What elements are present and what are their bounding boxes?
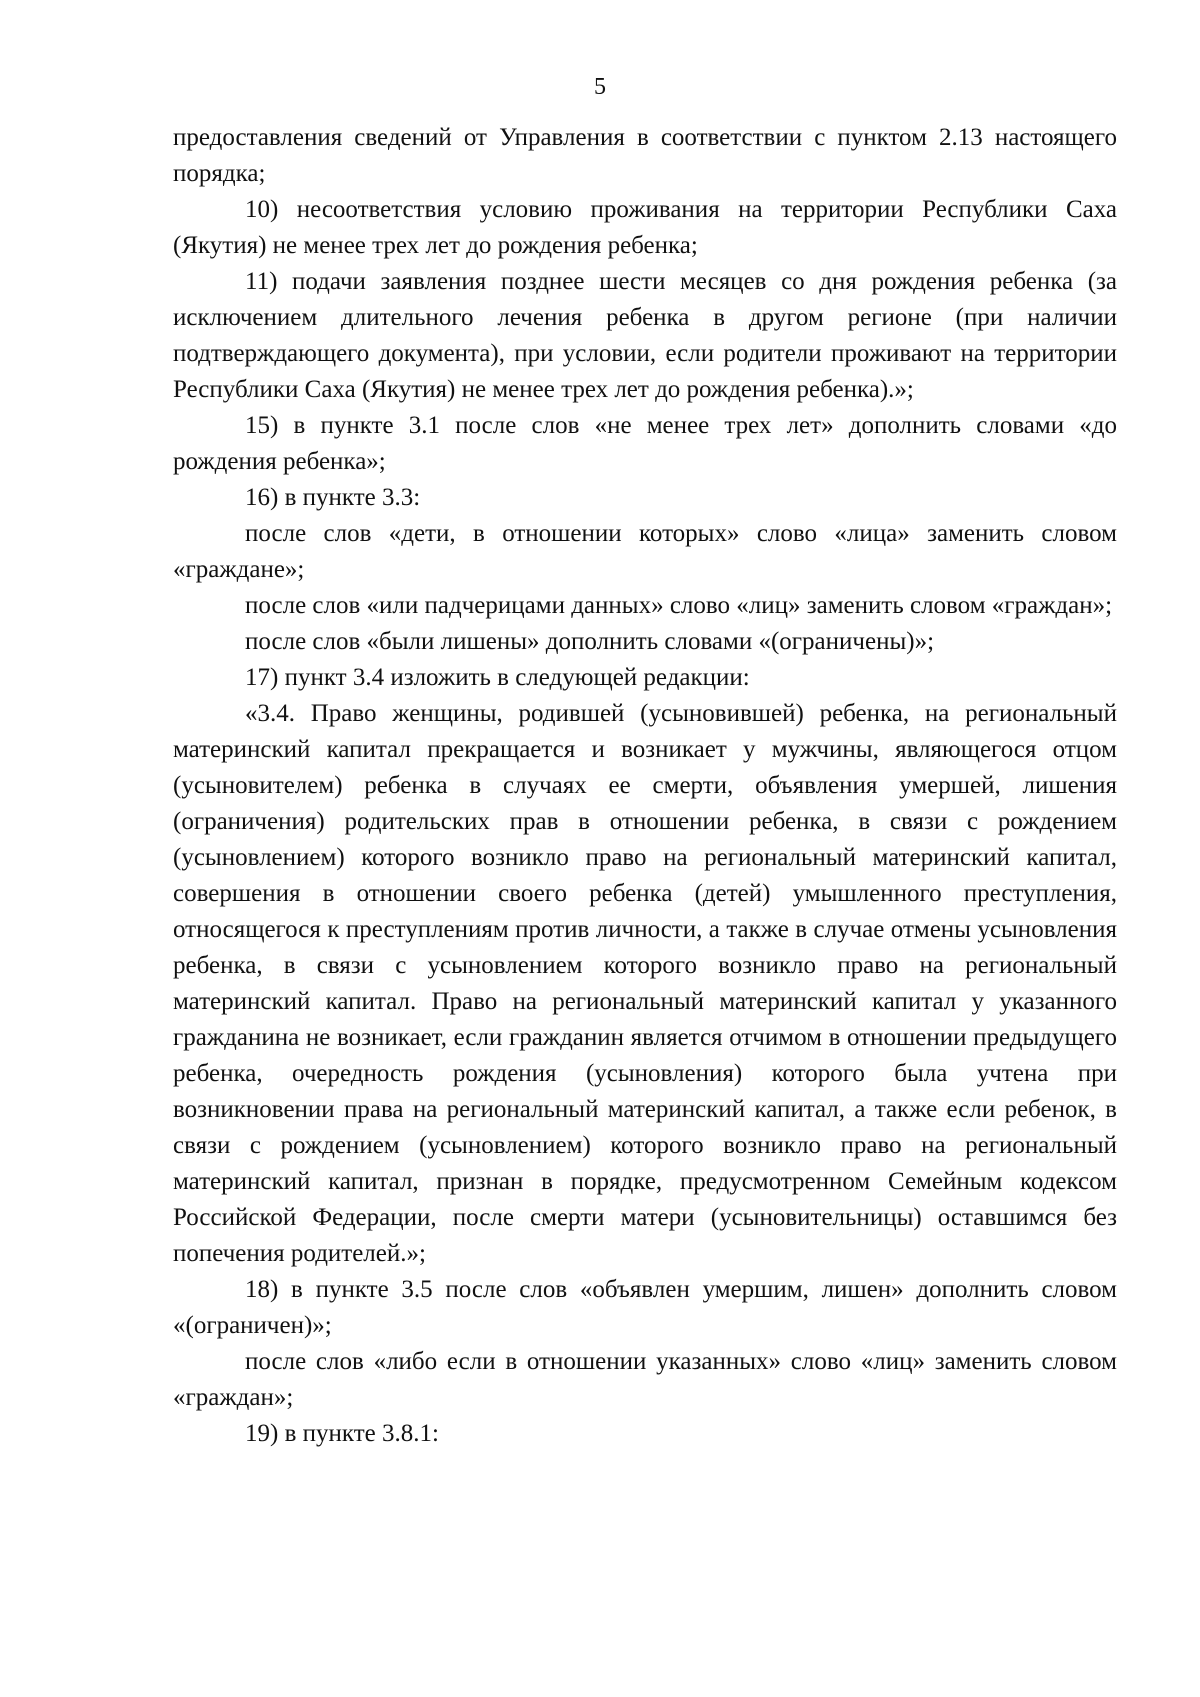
paragraph: после слов «или падчерицами данных» слово «лиц» заменить словом «граждан»; [245, 592, 1113, 619]
paragraph: 18) в пункте 3.5 после слов «объявлен умершим, лишен» дополнить словом «(ограничен)»; [173, 1276, 1117, 1339]
document-body [173, 120, 1117, 1452]
paragraph: «3.4. Право женщины, родившей (усыновившей) ребенка, на региональный материнский капитал прекращается и возникает у мужчины, являющегося отцом (усыновителем) ребенка в случаях ее смерти, объявления умершей, лишения (ограничения) родительских прав в отношении ребенка, в связи с рождением (усыновлением) которого возникло право на региональный материнский капитал, совершения в отношении своего ребенка (детей) умышленного преступления, относящегося к преступлениям против личности, а также в случае отмены усыновления ребенка, в связи с усыновлением которого возникло право на региональный материнский капитал. Право на региональный материнский капитал у указанного гражданина не возникает, если гражданин является отчимом в отношении предыдущего ребенка, очередность рождения (усыновления) которого была учтена при возникновении права на региональный материнский капитал, а также если ребенок, в связи с рождением (усыновлением) которого возникло право на региональный материнский капитал, признан в порядке, предусмотренном Семейным кодексом Российской Федерации, после смерти матери (усыновительницы) оставшимся без попечения родителей.»; [173, 700, 1117, 1267]
paragraph: 17) пункт 3.4 изложить в следующей редакции: [245, 664, 750, 691]
paragraph: 16) в пункте 3.3: [245, 484, 421, 511]
paragraph: после слов «либо если в отношении указанных» слово «лиц» заменить словом «граждан»; [173, 1348, 1117, 1411]
paragraph: после слов «дети, в отношении которых» слово «лица» заменить словом «граждане»; [173, 520, 1117, 583]
paragraph: 15) в пункте 3.1 после слов «не менее трех лет» дополнить словами «до рождения ребенка»; [173, 412, 1117, 475]
page-number: 5 [594, 74, 606, 100]
paragraph: 19) в пункте 3.8.1: [245, 1420, 439, 1447]
paragraph: предоставления сведений от Управления в соответствии с пунктом 2.13 настоящего порядка; [173, 124, 1117, 187]
paragraph: 11) подачи заявления позднее шести месяцев со дня рождения ребенка (за исключением длительного лечения ребенка в другом регионе (при наличии подтверждающего документа), при условии, если родители проживают на территории Республики Саха (Якутия) не менее трех лет до рождения ребенка).»; [173, 268, 1117, 403]
paragraph: после слов «были лишены» дополнить словами «(ограничены)»; [245, 628, 935, 655]
paragraph: 10) несоответствия условию проживания на территории Республики Саха (Якутия) не менее трех лет до рождения ребенка; [173, 196, 1117, 259]
